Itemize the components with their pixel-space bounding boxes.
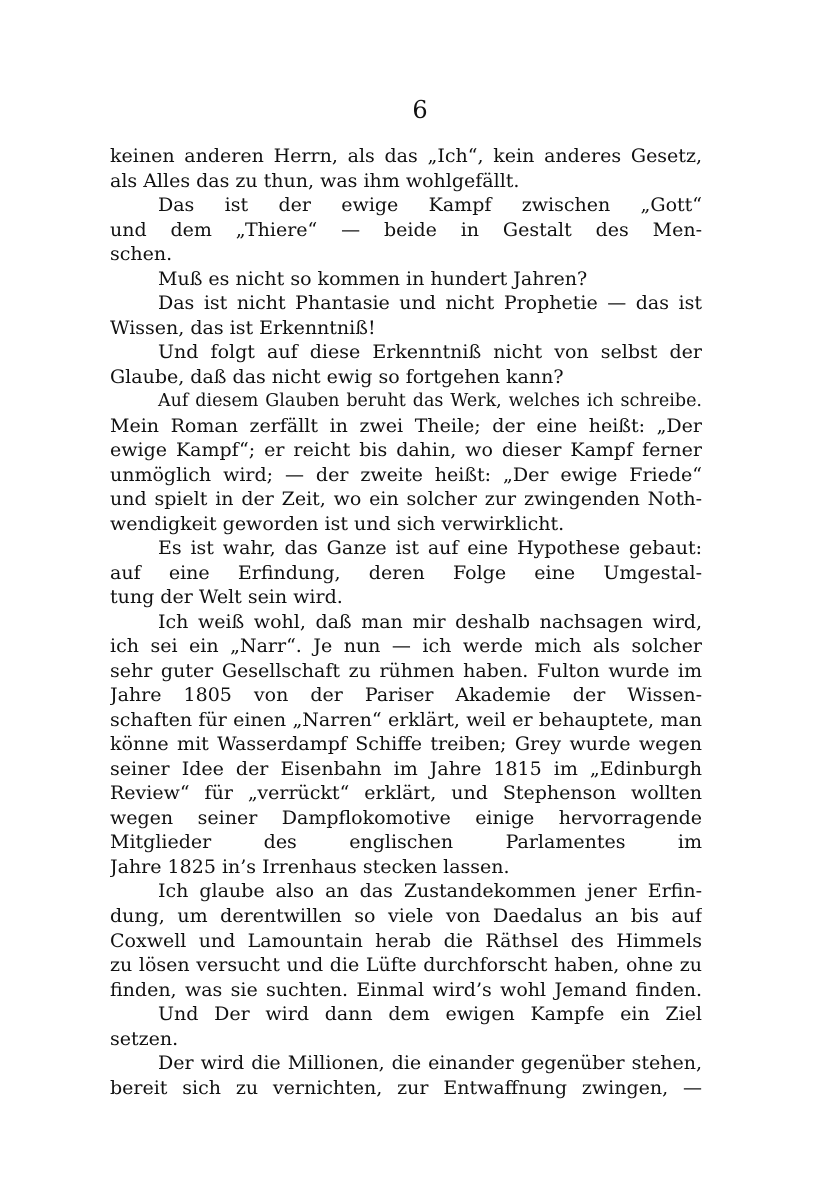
text-line: Das ist der ewige Kampf zwischen „Gott“ — [158, 194, 702, 217]
body-text — [110, 144, 702, 1100]
text-line: schaften für einen „Narren“ erklärt, weil er behauptete, man — [110, 708, 702, 731]
text-line: Das ist nicht Phantasie und nicht Prophetie — das ist — [158, 292, 702, 315]
text-line: Ich glaube also an das Zustandekommen jener Erfin- — [158, 880, 702, 903]
text-line: seiner Idee der Eisenbahn im Jahre 1815 im „Edinburgh — [110, 757, 702, 780]
text-line: Und Der wird dann dem ewigen Kampfe ein Ziel — [158, 1003, 702, 1026]
text-line: ich sei ein „Narr“. Je nun — ich werde mich als solcher — [110, 635, 702, 658]
text-line: sehr guter Gesellschaft zu rühmen haben. Fulton wurde im — [110, 659, 702, 682]
text-line: wendigkeit geworden ist und sich verwirklicht. — [110, 512, 565, 535]
text-line: setzen. — [110, 1027, 179, 1050]
text-line: könne mit Wasserdampf Schiffe treiben; Grey wurde wegen — [110, 733, 702, 756]
text-line: keinen anderen Herrn, als das „Ich“, kein anderes Gesetz, — [110, 145, 702, 167]
text-line: Es ist wahr, das Ganze ist auf eine Hypothese gebaut: — [158, 537, 702, 560]
text-line: Mitglieder des englischen Parlamentes im — [110, 831, 702, 854]
text-line: auf eine Erfindung, deren Folge eine Umgestal- — [110, 561, 702, 584]
text-line: Und folgt auf diese Erkenntniß nicht von selbst der — [158, 341, 702, 364]
text-line: finden, was sie suchten. Einmal wird’s wohl Jemand finden. — [110, 978, 702, 1001]
text-line: wegen seiner Dampflokomotive einige hervorragende — [110, 806, 702, 829]
text-line: Der wird die Millionen, die einander gegenüber stehen, — [158, 1052, 702, 1075]
text-line: und dem „Thiere“ — beide in Gestalt des Men- — [110, 218, 702, 241]
text-line: Wissen, das ist Erkenntniß! — [110, 316, 376, 339]
text-line: Auf diesem Glauben beruht das Werk, welches ich schreibe. — [158, 391, 702, 412]
text-line: bereit sich zu vernichten, zur Entwaffnung zwingen, — — [110, 1076, 702, 1099]
text-line: Ich weiß wohl, daß man mir deshalb nachsagen wird, — [158, 610, 702, 633]
text-line: Glaube, daß das nicht ewig so fortgehen kann? — [110, 365, 564, 388]
text-line: ewige Kampf“; er reicht bis dahin, wo dieser Kampf ferner — [110, 439, 702, 462]
text-line: Jahre 1805 von der Pariser Akademie der Wissen- — [110, 684, 702, 707]
text-line: Coxwell und Lamountain herab die Räthsel des Himmels — [110, 929, 702, 952]
text-line: und spielt in der Zeit, wo ein solcher zur zwingenden Noth- — [110, 488, 702, 511]
text-line: Mein Roman zerfällt in zwei Theile; der eine heißt: „Der — [110, 414, 702, 437]
text-line: Muß es nicht so kommen in hundert Jahren? — [158, 267, 588, 290]
text-line: dung, um derentwillen so viele von Daedalus an bis auf — [110, 904, 702, 927]
text-line: tung der Welt sein wird. — [110, 586, 343, 609]
text-line: Jahre 1825 in’s Irrenhaus stecken lassen. — [110, 855, 510, 878]
text-line: als Alles das zu thun, was ihm wohlgefällt. — [110, 169, 520, 192]
page-number: 6 — [412, 96, 428, 124]
text-line: unmöglich wird; — der zweite heißt: „Der ewige Friede“ — [110, 463, 702, 486]
text-line: schen. — [110, 243, 173, 266]
text-line: Review“ für „verrückt“ erklärt, und Stephenson wollten — [110, 782, 702, 805]
text-line: zu lösen versucht und die Lüfte durchforscht haben, ohne zu — [110, 954, 702, 977]
